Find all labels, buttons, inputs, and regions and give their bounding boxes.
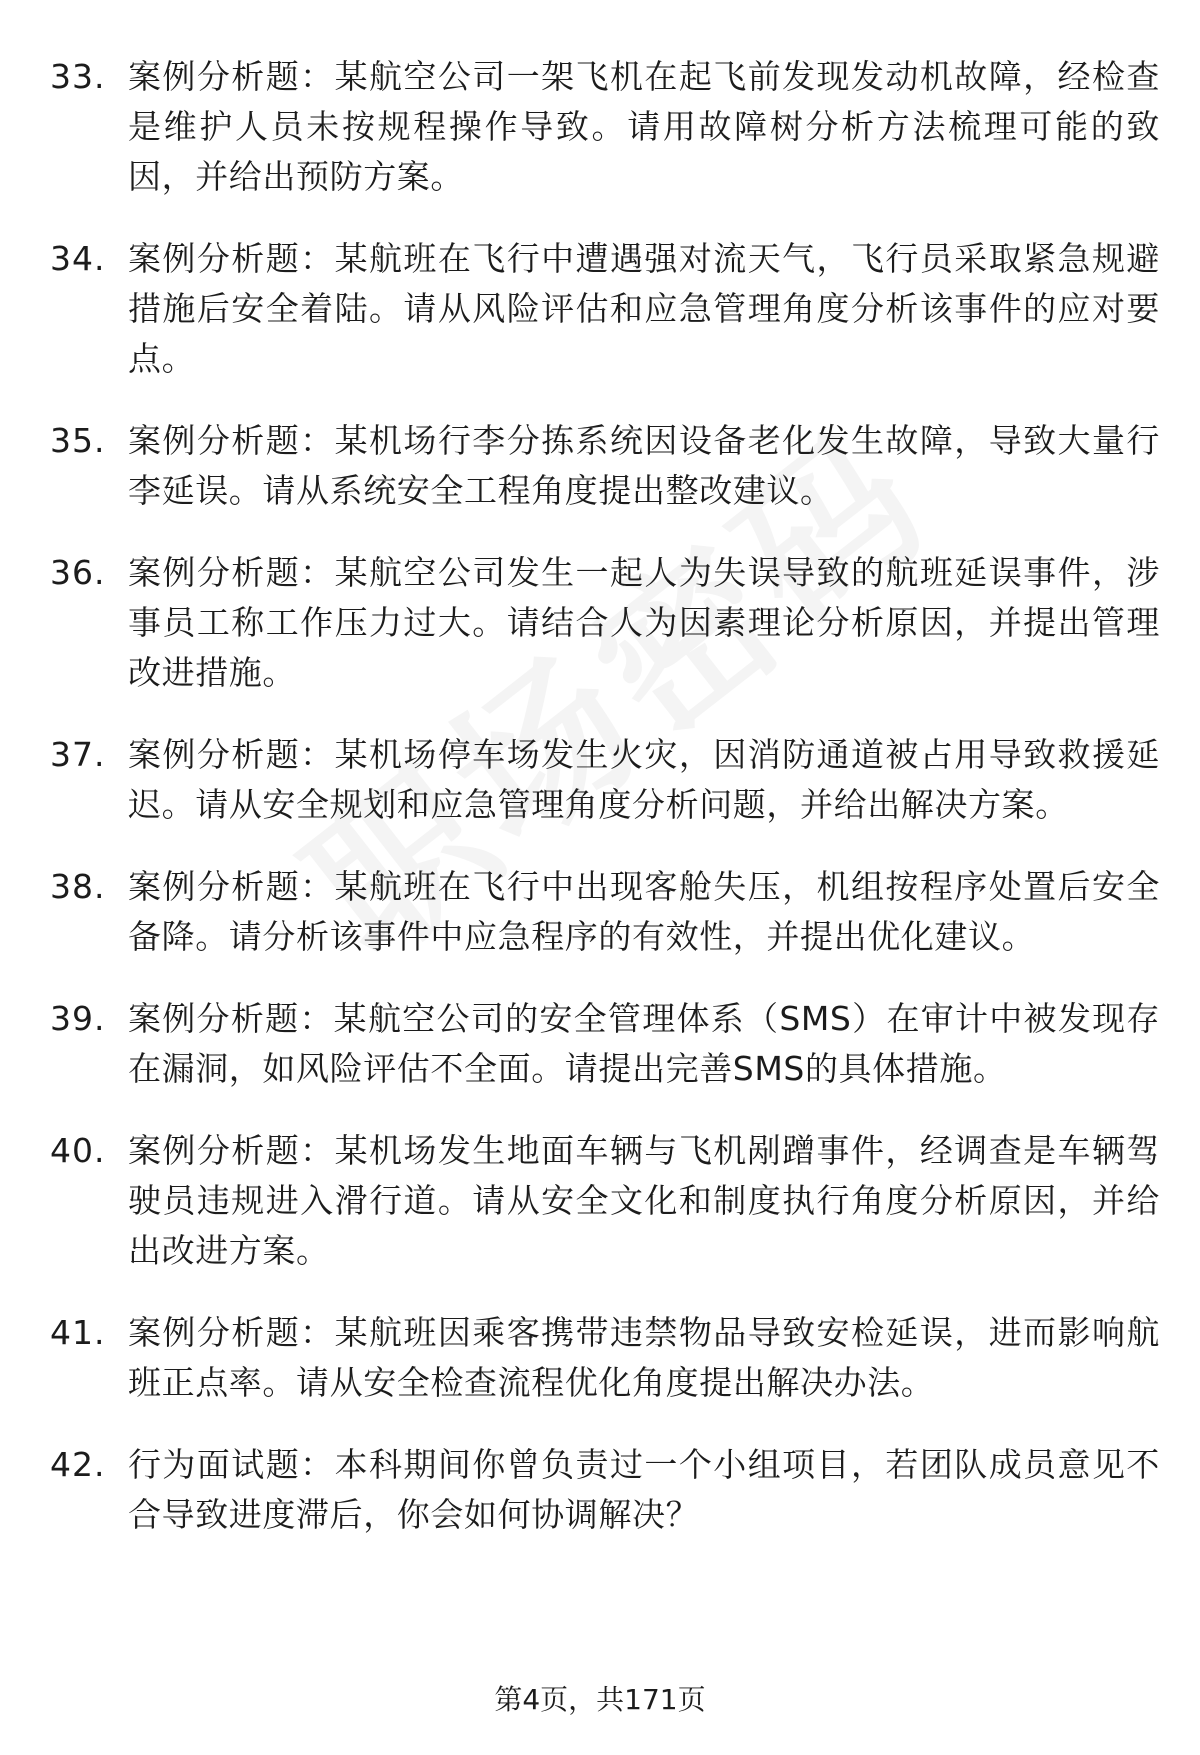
question-item xyxy=(50,416,1160,516)
question-number: 39. xyxy=(50,999,106,1038)
question-number: 42. xyxy=(50,1445,106,1484)
question-item xyxy=(50,52,1160,202)
question-text: 案例分析题：某机场发生地面车辆与飞机剐蹭事件，经调查是车辆驾驶员违规进入滑行道。请从安全文化和制度执行角度分析原因，并给出改进方案。 xyxy=(128,1131,1160,1270)
page-footer xyxy=(0,1680,1200,1720)
question-text: 案例分析题：某航空公司的安全管理体系（SMS）在审计中被发现存在漏洞，如风险评估不全面。请提出完善SMS的具体措施。 xyxy=(128,999,1160,1088)
question-number: 36. xyxy=(50,553,106,592)
question-text: 案例分析题：某航空公司一架飞机在起飞前发现发动机故障，经检查是维护人员未按规程操作导致。请用故障树分析方法梳理可能的致因，并给出预防方案。 xyxy=(128,57,1160,196)
question-number: 41. xyxy=(50,1313,106,1352)
question-number: 37. xyxy=(50,735,106,774)
question-text: 案例分析题：某机场停车场发生火灾，因消防通道被占用导致救援延迟。请从安全规划和应急管理角度分析问题，并给出解决方案。 xyxy=(128,735,1160,824)
question-number: 35. xyxy=(50,421,106,460)
question-number: 40. xyxy=(50,1131,106,1170)
question-item xyxy=(50,730,1160,830)
question-text: 案例分析题：某航班在飞行中出现客舱失压，机组按程序处置后安全备降。请分析该事件中应急程序的有效性，并提出优化建议。 xyxy=(128,867,1160,956)
question-item xyxy=(50,234,1160,384)
question-item xyxy=(50,994,1160,1094)
question-text: 行为面试题：本科期间你曾负责过一个小组项目，若团队成员意见不合导致进度滞后，你会如何协调解决？ xyxy=(128,1445,1160,1534)
question-number: 38. xyxy=(50,867,106,906)
question-item xyxy=(50,1126,1160,1276)
question-item xyxy=(50,862,1160,962)
question-text: 案例分析题：某航班在飞行中遭遇强对流天气，飞行员采取紧急规避措施后安全着陆。请从风险评估和应急管理角度分析该事件的应对要点。 xyxy=(128,239,1160,378)
question-text: 案例分析题：某航班因乘客携带违禁物品导致安检延误，进而影响航班正点率。请从安全检查流程优化角度提出解决办法。 xyxy=(128,1313,1160,1402)
question-text: 案例分析题：某机场行李分拣系统因设备老化发生故障，导致大量行李延误。请从系统安全工程角度提出整改建议。 xyxy=(128,421,1160,510)
question-item xyxy=(50,1308,1160,1408)
question-number: 33. xyxy=(50,57,106,96)
question-number: 34. xyxy=(50,239,106,278)
question-item xyxy=(50,548,1160,698)
question-item xyxy=(50,1440,1160,1540)
question-text: 案例分析题：某航空公司发生一起人为失误导致的航班延误事件，涉事员工称工作压力过大。请结合人为因素理论分析原因，并提出管理改进措施。 xyxy=(128,553,1160,692)
page-number-label: 第4页，共171页 xyxy=(494,1683,706,1716)
question-list xyxy=(50,52,1160,1572)
